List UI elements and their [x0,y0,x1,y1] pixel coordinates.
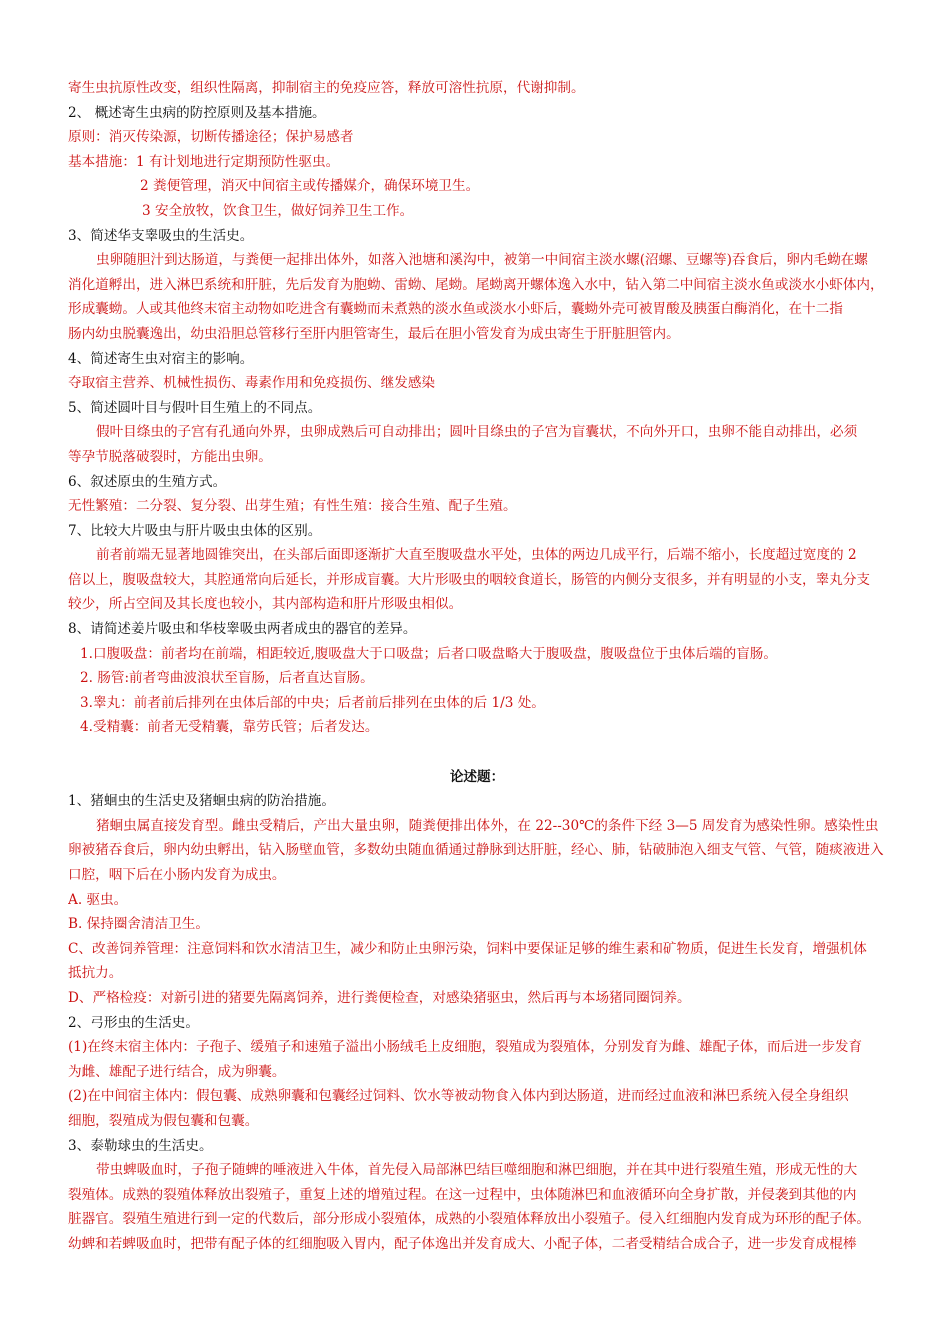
answer-text: (1)在终末宿主体内：子孢子、缓殖子和速殖子溢出小肠绒毛上皮细胞，裂殖成为裂殖体，分别发育为雌、雄配子体，而后进一步发育 [68,1039,863,1056]
answer-text: 夺取宿主营养、机械性损伤、毒素作用和免疫损伤、继发感染 [68,375,436,392]
answer-text: 卵被猪吞食后，卵内幼虫孵出，钻入肠壁血管，多数幼虫随血循通过静脉到达肝脏，经心、肺，钻破肺泡入细支气管、气管，随痰液进入 [68,842,884,859]
answer-text: 无性繁殖：二分裂、复分裂、出芽生殖；有性生殖：接合生殖、配子生殖。 [68,498,517,515]
answer-text: 倍以上，腹吸盘较大，其腔通常向后延长，并形成盲囊。大片形吸虫的咽较食道长，肠管的内侧分支很多，并有明显的小支，睾丸分支 [68,571,871,588]
question-heading: 3、泰勒球虫的生活史。 [68,1137,213,1154]
answer-text: 抵抗力。 [68,965,123,982]
question-heading: 8、请简述姜片吸虫和华枝睾吸虫两者成虫的器官的差异。 [68,621,417,638]
answer-text: 2 粪便管理，消灭中间宿主或传播媒介，确保环境卫生。 [140,178,480,195]
blank-line [68,740,886,765]
question-heading: 7、比较大片吸虫与肝片吸虫虫体的区别。 [68,522,322,539]
answer-text: 等孕节脱落破裂时，方能出虫卵。 [68,448,272,465]
answer-text: B. 保持圈舍清洁卫生。 [68,916,209,933]
question-heading: 6、叙述原虫的生殖方式。 [68,473,227,490]
question-heading: 5、简述圆叶目与假叶目生殖上的不同点。 [68,399,322,416]
answer-text: 消化道孵出，进入淋巴系统和肝脏，先后发育为胞蚴、雷蚴、尾蚴。尾蚴离开螺体逸入水中，钻入第二中间宿主淡水鱼或淡水小虾体内， [68,276,884,293]
answer-text: 口腔，咽下后在小肠内发育为成虫。 [68,867,286,883]
answer-text: 脏器官。裂殖生殖进行到一定的代数后，部分形成小裂殖体，成熟的小裂殖体释放出小裂殖子。侵入红细胞内发育成为环形的配子体。 [68,1211,871,1228]
answer-text: 假叶目绦虫的子宫有孔通向外界，虫卵成熟后可自动排出；圆叶目绦虫的子宫为盲囊状，不向外开口，虫卵不能自动排出，必须 [96,424,858,441]
answer-text: 基本措施：1 有计划地进行定期预防性驱虫。 [68,153,340,170]
answer-text: 肠内幼虫脱囊逸出，幼虫沿胆总管移行至肝内胆管寄生，最后在胆小管发育为成虫寄生于肝脏胆管内。 [68,325,680,342]
answer-text: 2. 肠管:前者弯曲波浪状至盲肠，后者直达盲肠。 [80,670,374,687]
question-heading: 3、简述华支睾吸虫的生活史。 [68,227,254,244]
answer-text: 3.睾丸：前者前后排列在虫体后部的中央；后者前后排列在虫体的后 1/3 处。 [80,694,545,711]
section-title: 论述题： [449,768,505,785]
answer-text: 带虫蜱吸血时，子孢子随蜱的唾液进入牛体，首先侵入局部淋巴结巨噬细胞和淋巴细胞，并在其中进行裂殖生殖，形成无性的大 [96,1162,858,1179]
answer-text: 形成囊蚴。人或其他终末宿主动物如吃进含有囊蚴而未煮熟的淡水鱼或淡水小虾后，囊蚴外壳可被胃酸及胰蛋白酶消化，在十二指 [68,301,843,318]
answer-text: 3 安全放牧，饮食卫生，做好饲养卫生工作。 [142,202,414,219]
document-body [68,76,886,1257]
answer-text: 较少，所占空间及其长度也较小，其内部构造和肝片形吸虫相似。 [68,596,463,613]
answer-text: 前者前端无显著地圆锥突出，在头部后面即逐渐扩大直至腹吸盘水平处，虫体的两边几成平行，后端不缩小，长度超过宽度的 2 [96,547,857,564]
question-heading: 2、弓形虫的生活史。 [68,1014,199,1031]
answer-text: 幼蜱和若蜱吸血时，把带有配子体的红细胞吸入胃内，配子体逸出并发育成大、小配子体，二者受精结合成合子，进一步发育成棍棒 [68,1235,857,1252]
answer-text: (2)在中间宿主体内：假包囊、成熟卵囊和包囊经过饲料、饮水等被动物食入体内到达肠道，进而经过血液和淋巴系统入侵全身组织 [68,1088,849,1105]
answer-text: 原则：消灭传染源，切断传播途径；保护易感者 [68,129,354,146]
question-heading: 4、简述寄生虫对宿主的影响。 [68,350,254,367]
answer-text: 虫卵随胆汁到达肠道，与粪便一起排出体外，如落入池塘和溪沟中，被第一中间宿主淡水螺(沼螺、豆螺等)吞食后，卵内毛蚴在螺 [96,252,868,269]
answer-text: C、改善饲养管理：注意饲料和饮水清洁卫生，减少和防止虫卵污染，饲料中要保证足够的维生素和矿物质，促进生长发育，增强机体 [68,940,867,957]
answer-text: 4.受精囊：前者无受精囊，靠劳氏管；后者发达。 [80,719,379,736]
answer-text: 细胞，裂殖成为假包囊和包囊。 [68,1112,259,1129]
question-heading: 1、猪蛔虫的生活史及猪蛔虫病的防治措施。 [68,793,335,810]
answer-text: D、严格检疫：对新引进的猪要先隔离饲养，进行粪便检查，对感染猪驱虫，然后再与本场猪同圈饲养。 [68,989,691,1006]
answer-text: 猪蛔虫属直接发育型。雌虫受精后，产出大量虫卵，随粪便排出体外，在 22--30℃的条件下经 3—5 周发育为感染性卵。感染性虫 [96,817,879,834]
answer-text: A. 驱虫。 [68,891,128,908]
answer-text: 寄生虫抗原性改变，组织性隔离，抑制宿主的免疫应答，释放可溶性抗原，代谢抑制。 [68,80,585,96]
answer-text: 裂殖体。成熟的裂殖体释放出裂殖子，重复上述的增殖过程。在这一过程中，虫体随淋巴和血液循环向全身扩散，并侵袭到其他的内 [68,1186,857,1203]
answer-text: 1.口腹吸盘：前者均在前端，相距较近,腹吸盘大于口吸盘；后者口吸盘略大于腹吸盘，腹吸盘位于虫体后端的盲肠。 [80,645,777,662]
question-heading: 2、 概述寄生虫病的防控原则及基本措施。 [68,104,326,121]
answer-text: 为雌、雄配子进行结合，成为卵囊。 [68,1063,286,1080]
